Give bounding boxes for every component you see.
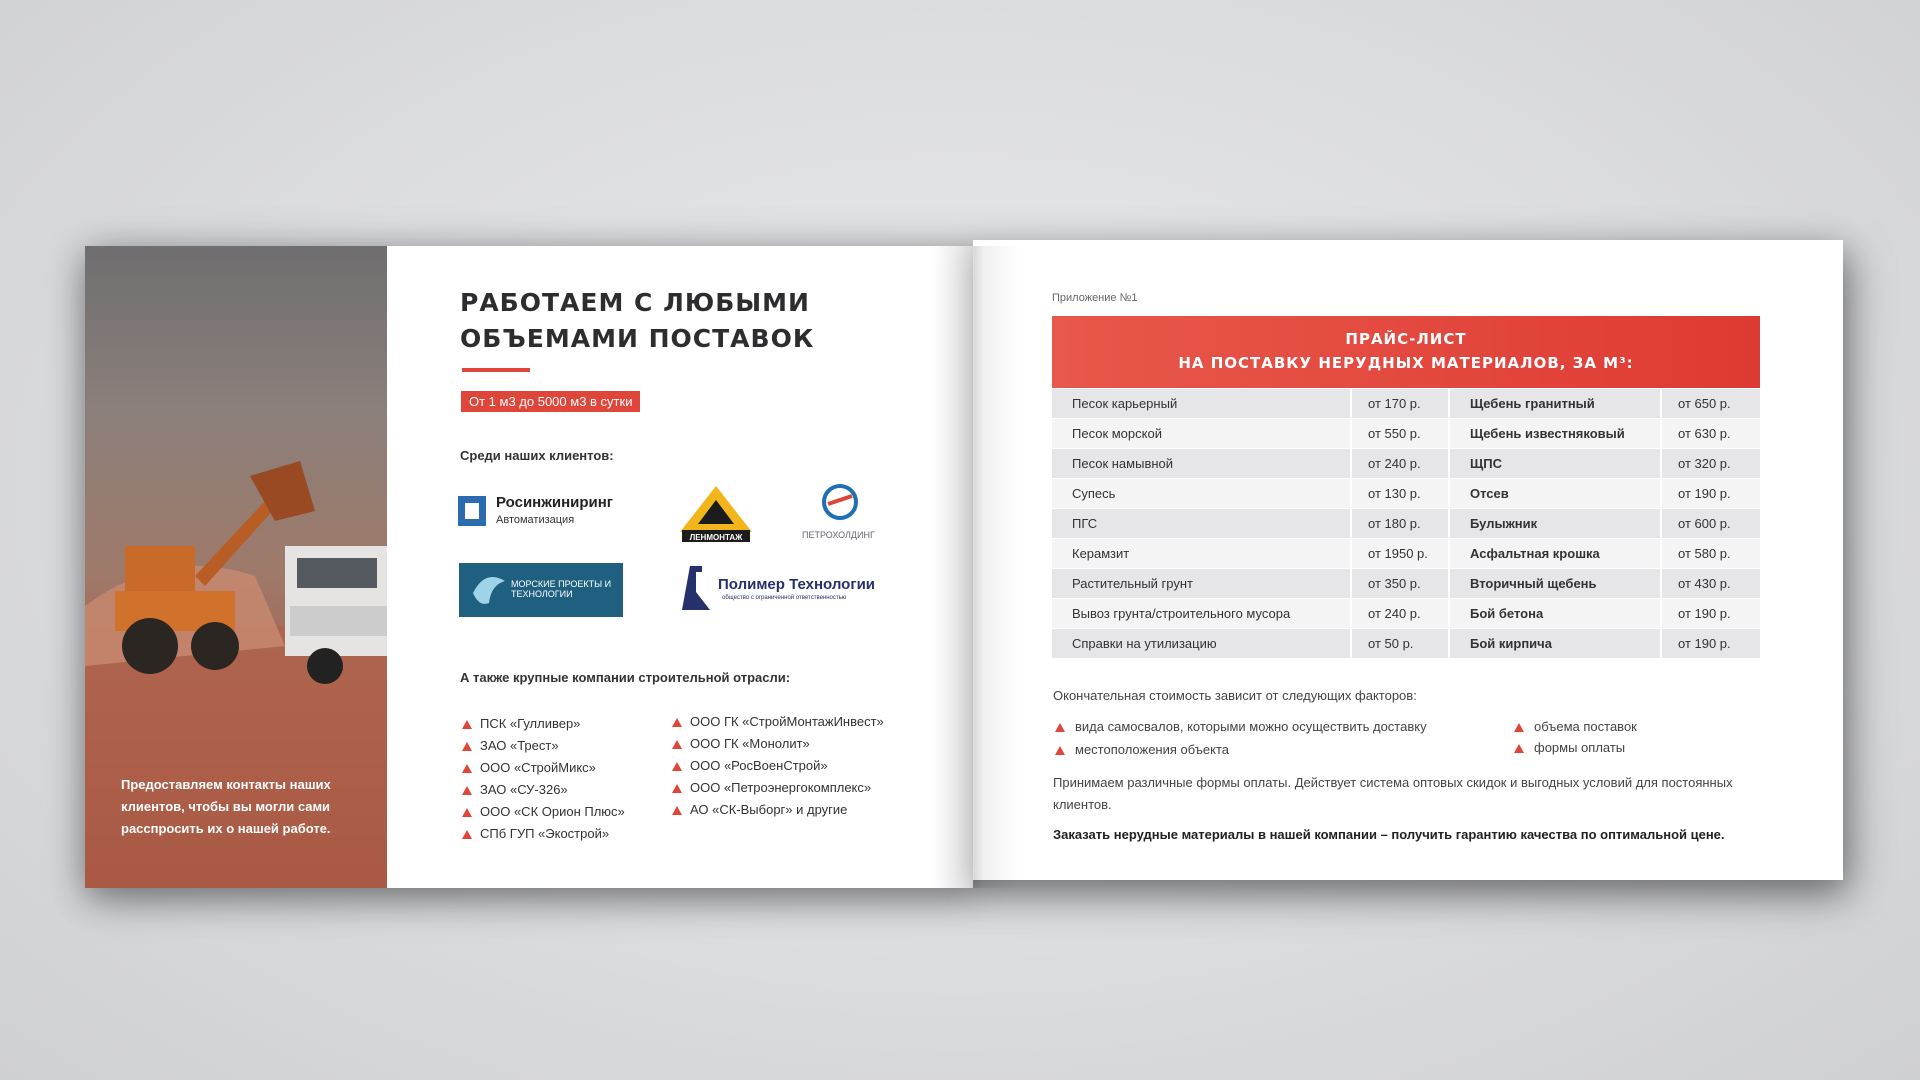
polimer-title: Полимер Технологии bbox=[718, 576, 876, 593]
material-price: от 130 р. bbox=[1350, 479, 1448, 509]
material-price: от 430 р. bbox=[1660, 569, 1760, 599]
triangle-bullet-icon bbox=[1514, 723, 1524, 732]
material-price: от 240 р. bbox=[1350, 449, 1448, 479]
call-to-action: Заказать нерудные материалы в нашей компании – получить гарантию качества по оптимальной цене. bbox=[1053, 827, 1725, 842]
material-name: Бой кирпича bbox=[1448, 629, 1660, 659]
material-price: от 320 р. bbox=[1660, 449, 1760, 479]
petroholding-logo bbox=[800, 482, 884, 542]
material-name: Щебень известняковый bbox=[1448, 419, 1660, 449]
material-price: от 190 р. bbox=[1660, 599, 1760, 629]
title-line-2: ОБЪЕМАМИ ПОСТАВОК bbox=[460, 324, 815, 353]
rosinzhiniring-sub: Автоматизация bbox=[496, 514, 575, 526]
triangle-bullet-icon bbox=[1514, 744, 1524, 753]
material-price: от 50 р. bbox=[1350, 629, 1448, 659]
material-name: Отсев bbox=[1448, 479, 1660, 509]
triangle-bullet-icon bbox=[672, 784, 682, 793]
table-row bbox=[1052, 419, 1760, 449]
triangle-bullet-icon bbox=[462, 808, 472, 817]
lenmontazh-logo bbox=[676, 484, 756, 544]
companies-list-2 bbox=[670, 711, 884, 821]
material-name: Растительный грунт bbox=[1052, 569, 1350, 599]
list-item: СПб ГУП «Экострой» bbox=[460, 823, 625, 845]
material-name: ПГС bbox=[1052, 509, 1350, 539]
material-price: от 580 р. bbox=[1660, 539, 1760, 569]
material-price: от 240 р. bbox=[1350, 599, 1448, 629]
list-item: АО «СК-Выборг» и другие bbox=[670, 799, 884, 821]
table-row bbox=[1052, 389, 1760, 419]
material-name: Щебень гранитный bbox=[1448, 389, 1660, 419]
material-name: Керамзит bbox=[1052, 539, 1350, 569]
list-item: ООО «СтройМикс» bbox=[460, 757, 625, 779]
list-item: ООО «Петроэнергокомплекс» bbox=[670, 777, 884, 799]
list-item: ЗАО «Трест» bbox=[460, 735, 625, 757]
material-price: от 170 р. bbox=[1350, 389, 1448, 419]
triangle-bullet-icon bbox=[462, 786, 472, 795]
petroholding-text: ПЕТРОХОЛДИНГ bbox=[802, 530, 875, 540]
material-price: от 550 р. bbox=[1350, 419, 1448, 449]
payment-text: Принимаем различные формы оплаты. Действует система оптовых скидок и выгодных условий для постоянных клиентов. bbox=[1053, 775, 1733, 812]
companies-list-1 bbox=[460, 713, 625, 845]
table-row bbox=[1052, 479, 1760, 509]
list-item: ООО ГК «Монолит» bbox=[670, 733, 884, 755]
title-underline bbox=[462, 368, 530, 372]
material-price: от 630 р. bbox=[1660, 419, 1760, 449]
price-header-line-1: ПРАЙС-ЛИСТ bbox=[1345, 330, 1467, 348]
material-price: от 1950 р. bbox=[1350, 539, 1448, 569]
material-name: Булыжник bbox=[1448, 509, 1660, 539]
table-row bbox=[1052, 539, 1760, 569]
also-companies-label: А также крупные компании строительной отрасли: bbox=[460, 670, 791, 685]
list-item: ООО ГК «СтройМонтажИнвест» bbox=[670, 711, 884, 733]
material-price: от 190 р. bbox=[1660, 629, 1760, 659]
title-line-1: РАБОТАЕМ С ЛЮБЫМИ bbox=[460, 288, 810, 317]
rosinzhiniring-mark-icon bbox=[458, 496, 486, 526]
list-item: ООО «СК Орион Плюс» bbox=[460, 801, 625, 823]
triangle-bullet-icon bbox=[1055, 723, 1065, 732]
price-list-header bbox=[1052, 316, 1760, 388]
list-item: ПСК «Гулливер» bbox=[460, 713, 625, 735]
photo-caption: Предоставляем контакты наших клиентов, чтобы вы могли сами расспросить их о нашей работе. bbox=[121, 777, 331, 836]
triangle-bullet-icon bbox=[1055, 746, 1065, 755]
appendix-label: Приложение №1 bbox=[1052, 292, 1138, 304]
material-name: Вывоз грунта/строительного мусора bbox=[1052, 599, 1350, 629]
material-price: от 180 р. bbox=[1350, 509, 1448, 539]
volume-badge: От 1 м3 до 5000 м3 в сутки bbox=[461, 391, 640, 412]
factor-item: местоположения объекта bbox=[1053, 742, 1229, 757]
table-row bbox=[1052, 569, 1760, 599]
page-title bbox=[460, 285, 820, 357]
material-name: Песок карьерный bbox=[1052, 389, 1350, 419]
table-row bbox=[1052, 629, 1760, 659]
factors-intro: Окончательная стоимость зависит от следующих факторов: bbox=[1053, 688, 1417, 703]
factor-item: объема поставок bbox=[1512, 719, 1637, 734]
factor-item: вида самосвалов, которыми можно осуществить доставку bbox=[1053, 719, 1427, 734]
rosinzhiniring-title: Росинжиниринг bbox=[496, 494, 614, 511]
material-name: Справки на утилизацию bbox=[1052, 629, 1350, 659]
material-price: от 650 р. bbox=[1660, 389, 1760, 419]
polimer-logo bbox=[676, 562, 886, 616]
factor-item: формы оплаты bbox=[1512, 740, 1625, 755]
table-row bbox=[1052, 599, 1760, 629]
rosinzhiniring-logo bbox=[458, 492, 628, 532]
triangle-bullet-icon bbox=[672, 740, 682, 749]
list-item: ЗАО «СУ-326» bbox=[460, 779, 625, 801]
table-row bbox=[1052, 449, 1760, 479]
material-name: Песок намывной bbox=[1052, 449, 1350, 479]
material-name: Асфальтная крошка bbox=[1448, 539, 1660, 569]
material-name: Песок морской bbox=[1052, 419, 1350, 449]
lenmontazh-text: ЛЕНМОНТАЖ bbox=[689, 533, 743, 542]
material-price: от 190 р. bbox=[1660, 479, 1760, 509]
triangle-bullet-icon bbox=[462, 720, 472, 729]
list-item: ООО «РосВоенСтрой» bbox=[670, 755, 884, 777]
triangle-bullet-icon bbox=[672, 762, 682, 771]
morskie-text: МОРСКИЕ ПРОЕКТЫ И ТЕХНОЛОГИИ bbox=[511, 579, 612, 599]
material-price: от 350 р. bbox=[1350, 569, 1448, 599]
triangle-bullet-icon bbox=[672, 718, 682, 727]
polimer-sub: общество с ограниченной ответственностью bbox=[722, 595, 847, 601]
construction-photo bbox=[85, 246, 387, 888]
price-header-line-2: НА ПОСТАВКУ НЕРУДНЫХ МАТЕРИАЛОВ, ЗА М³: bbox=[1178, 354, 1634, 372]
material-name: Бой бетона bbox=[1448, 599, 1660, 629]
triangle-bullet-icon bbox=[462, 764, 472, 773]
morskie-proekty-logo bbox=[459, 563, 623, 617]
material-name: ЩПС bbox=[1448, 449, 1660, 479]
material-name: Вторичный щебень bbox=[1448, 569, 1660, 599]
triangle-bullet-icon bbox=[462, 742, 472, 751]
table-row bbox=[1052, 509, 1760, 539]
material-name: Супесь bbox=[1052, 479, 1350, 509]
clients-label: Среди наших клиентов: bbox=[460, 448, 614, 463]
price-table bbox=[1052, 389, 1760, 659]
triangle-bullet-icon bbox=[462, 830, 472, 839]
triangle-bullet-icon bbox=[672, 806, 682, 815]
material-price: от 600 р. bbox=[1660, 509, 1760, 539]
